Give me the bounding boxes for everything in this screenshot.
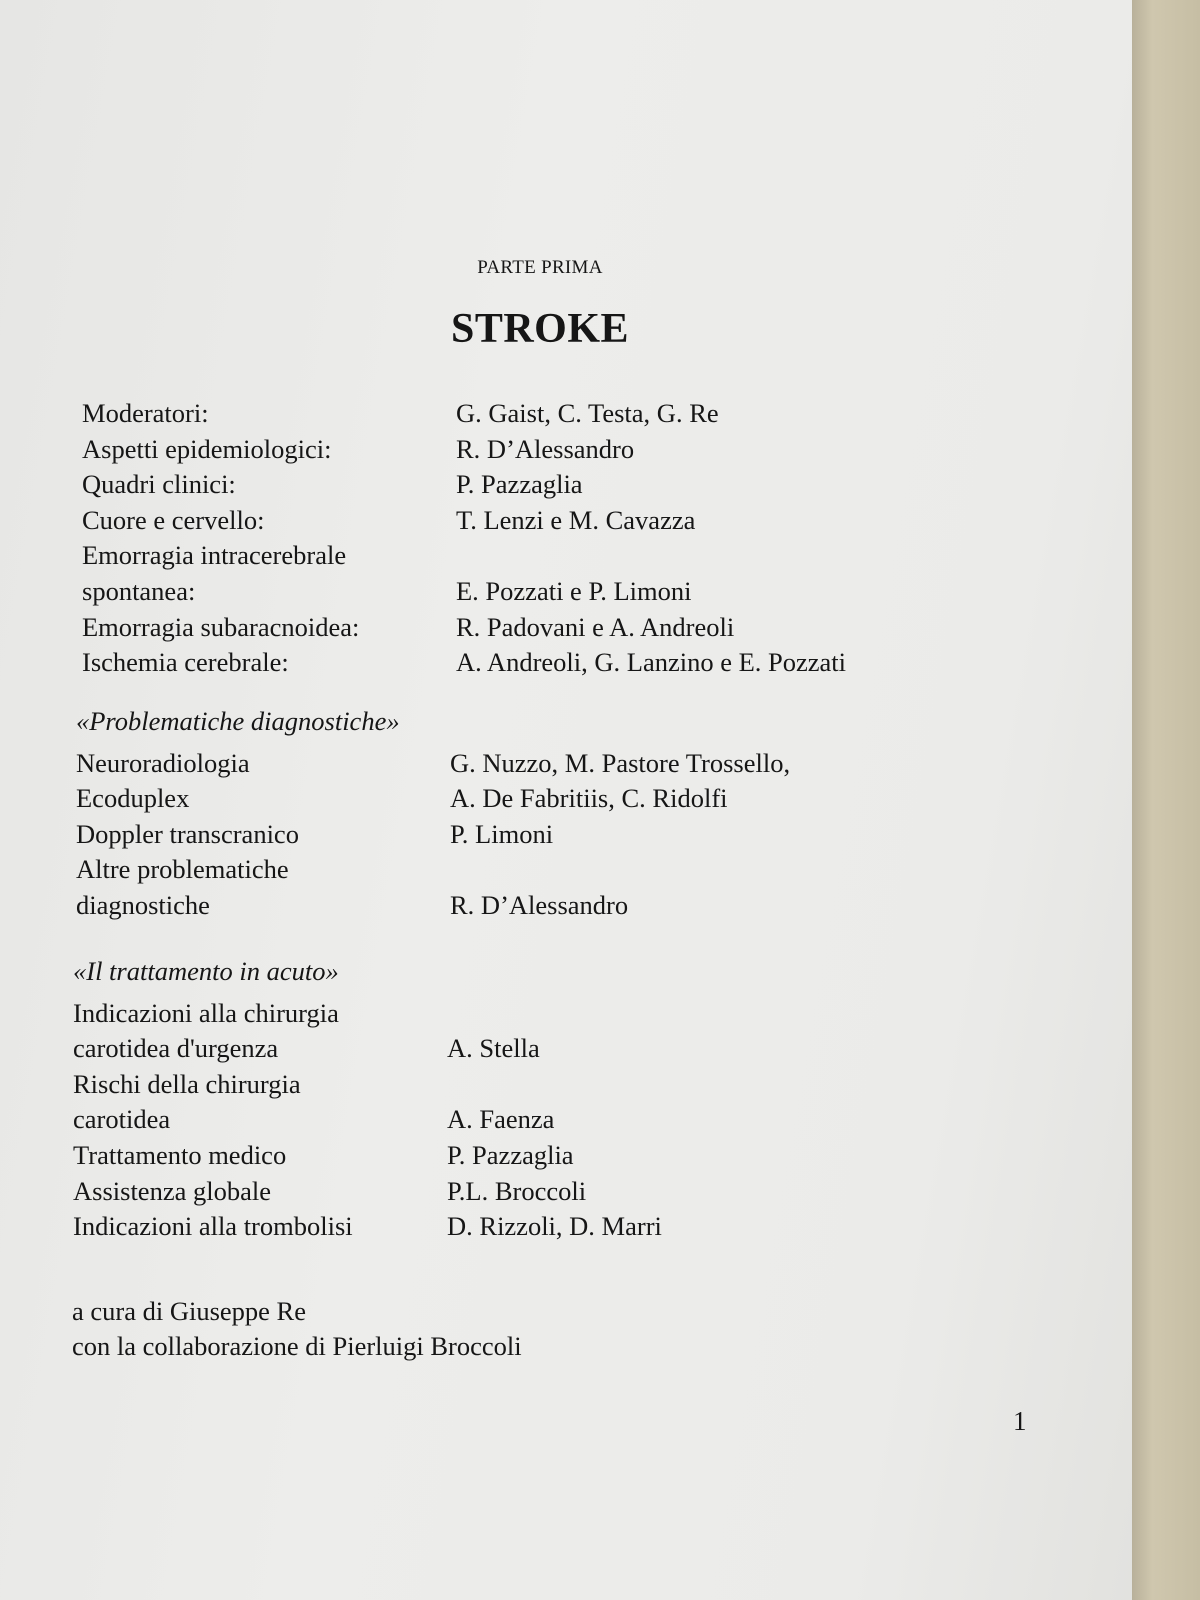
authors: G. Gaist, C. Testa, G. Re [456, 398, 719, 428]
program-row [73, 1102, 662, 1138]
authors: P. Pazzaglia [456, 469, 583, 500]
topic: Assistenza globale [73, 1175, 271, 1206]
topic: Quadri clinici: [82, 469, 236, 500]
program-row [82, 574, 846, 610]
program-row [82, 432, 846, 468]
program-row [76, 746, 790, 782]
section-moderators [82, 396, 846, 681]
program-row [82, 503, 846, 539]
topic: diagnostiche [76, 889, 210, 920]
topic: Emorragia intracerebrale [82, 540, 347, 571]
authors: A. Andreoli, G. Lanzino e E. Pozzati [456, 647, 847, 678]
program-row [73, 1138, 662, 1174]
program-row [82, 467, 846, 503]
topic: Cuore e cervello: [82, 504, 265, 535]
program-row [82, 396, 846, 432]
section-diagnostics [76, 704, 790, 924]
topic: spontanea: [82, 575, 196, 606]
topic: Ischemia cerebrale: [82, 647, 289, 678]
authors: A. Faenza [447, 1104, 555, 1135]
authors: T. Lenzi e M. Cavazza [456, 504, 696, 535]
program-row [76, 888, 790, 924]
topic: Trattamento medico [73, 1139, 287, 1170]
topic: Emorragia subaracnoidea: [82, 611, 360, 642]
authors: A. Stella [447, 1033, 540, 1064]
topic: carotidea d'urgenza [73, 1033, 279, 1064]
authors: R. Padovani e A. Andreoli [456, 611, 735, 642]
topic: Altre problematiche [76, 854, 289, 885]
program-row [76, 817, 790, 853]
part-label: PARTE PRIMA [477, 257, 603, 278]
page-number: 1 [1013, 1406, 1027, 1436]
program-row [73, 996, 662, 1032]
topic: carotidea [73, 1104, 171, 1135]
program-row [73, 1031, 662, 1067]
authors: E. Pozzati e P. Limoni [456, 575, 692, 606]
editor-credit: a cura di Giuseppe Re [72, 1296, 306, 1326]
program-row [76, 852, 790, 888]
program-row [82, 610, 846, 646]
topic: Rischi della chirurgia [73, 1068, 301, 1099]
section-heading: «Problematiche diagnostiche» [76, 706, 400, 736]
program-row [73, 1067, 662, 1103]
collaboration-credit: con la collaborazione di Pierluigi Broccoli [72, 1331, 522, 1361]
authors: R. D’Alessandro [450, 889, 629, 920]
program-row [76, 781, 790, 817]
section-heading: «Il trattamento in acuto» [73, 956, 339, 986]
page-title: STROKE [450, 306, 630, 352]
authors: R. D’Alessandro [456, 433, 635, 464]
authors: G. Nuzzo, M. Pastore Trossello, [450, 747, 791, 778]
authors: A. De Fabritiis, C. Ridolfi [450, 783, 728, 814]
authors: P.L. Broccoli [447, 1175, 587, 1206]
topic: Indicazioni alla trombolisi [73, 1211, 353, 1242]
topic: Indicazioni alla chirurgia [73, 997, 339, 1028]
topic: Neuroradiologia [76, 747, 250, 778]
topic: Aspetti epidemiologici: [82, 433, 332, 464]
topic: Moderatori: [82, 398, 209, 428]
topic: Doppler transcranico [76, 818, 299, 849]
program-row [82, 645, 846, 681]
authors: P. Pazzaglia [447, 1139, 574, 1170]
authors: P. Limoni [450, 818, 554, 849]
topic: Ecoduplex [76, 783, 190, 814]
authors: D. Rizzoli, D. Marri [447, 1211, 662, 1242]
credits [72, 1294, 522, 1364]
program-row [82, 538, 846, 574]
program-row [73, 1174, 662, 1210]
section-acute-treatment [73, 954, 662, 1245]
program-row [73, 1209, 662, 1245]
page-edge [1132, 0, 1200, 1600]
